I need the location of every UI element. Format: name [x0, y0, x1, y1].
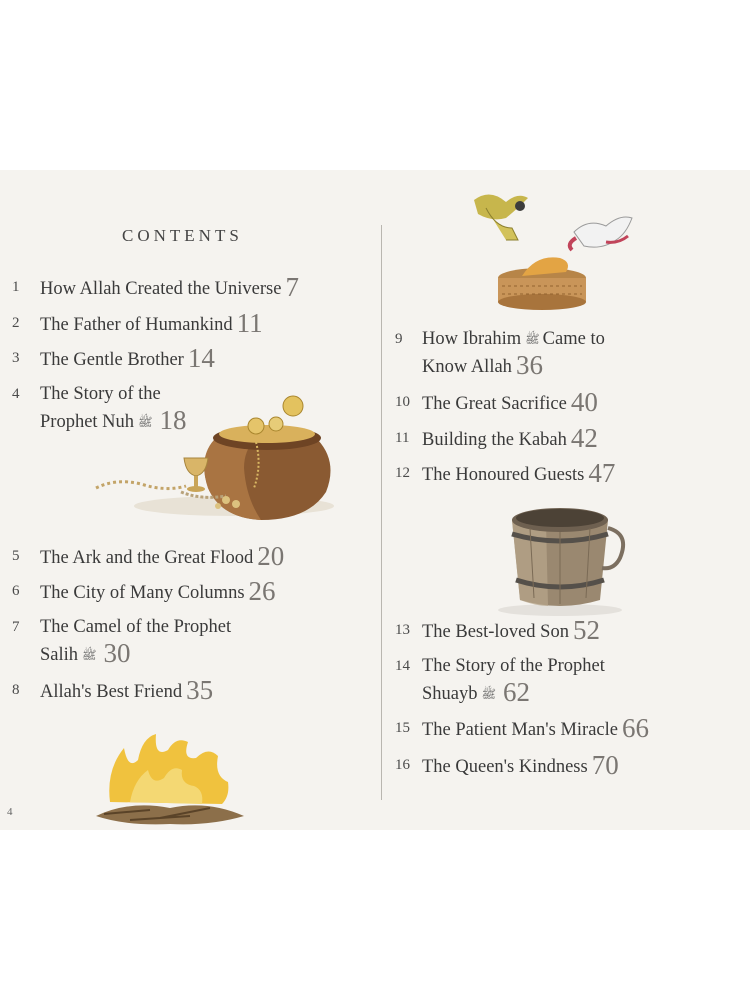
entry-title: Allah's Best Friend	[40, 682, 183, 702]
entry-title-line-1: The Story of the Prophet	[422, 656, 605, 676]
entry-title-line-2: Shuayb	[422, 684, 478, 704]
entry-page-number: 7	[285, 272, 299, 302]
toc-entry-3[interactable]	[12, 345, 215, 373]
entry-number: 11	[395, 430, 410, 446]
entry-title: The Honoured Guests	[422, 465, 585, 485]
entry-page-number: 14	[187, 343, 215, 373]
entry-number: 13	[395, 622, 410, 638]
entry-title: The Patient Man's Miracle	[422, 720, 618, 740]
entry-page-number: 36	[515, 350, 543, 380]
honorific-glyph: ﷺ	[525, 332, 540, 346]
treasure-pot-illustration	[86, 388, 356, 528]
column-divider	[381, 225, 382, 800]
entry-title-line-1: The Story of the	[40, 384, 161, 404]
entry-page-number: 20	[257, 541, 285, 571]
toc-entry-5[interactable]	[12, 543, 284, 571]
toc-entry-11[interactable]	[395, 425, 598, 453]
contents-heading: CONTENTS	[122, 226, 243, 245]
entry-number: 6	[12, 583, 20, 599]
entry-page-number: 70	[591, 750, 619, 780]
toc-entry-2[interactable]	[12, 310, 263, 338]
entry-number: 16	[395, 757, 410, 773]
birds-basket-illustration	[456, 188, 656, 318]
entry-page-number: 18	[159, 405, 187, 435]
entry-title-line-2: Know Allah	[422, 357, 512, 377]
toc-entry-9[interactable]	[395, 326, 605, 380]
page-folio-number: 4	[7, 806, 13, 818]
toc-entry-6[interactable]	[12, 578, 276, 606]
honorific-glyph: ﷺ	[138, 415, 153, 429]
entry-number: 12	[395, 465, 410, 481]
entry-title: The Father of Humankind	[40, 315, 233, 335]
entry-title-line-2: Prophet Nuh	[40, 412, 135, 432]
toc-entry-7[interactable]	[12, 614, 231, 668]
entry-number: 15	[395, 720, 410, 736]
entry-page-number: 66	[621, 713, 649, 743]
toc-entry-8[interactable]	[12, 677, 213, 705]
entry-title: The City of Many Columns	[40, 583, 245, 603]
entry-page-number: 52	[572, 615, 600, 645]
entry-page-number: 40	[570, 387, 598, 417]
entry-number: 10	[395, 394, 410, 410]
toc-entry-16[interactable]	[395, 752, 619, 780]
entry-number: 4	[12, 386, 20, 402]
entry-number: 14	[395, 658, 410, 674]
toc-entry-12[interactable]	[395, 460, 615, 488]
entry-page-number: 62	[503, 677, 530, 707]
entry-title-line-1-continued: Came to	[542, 329, 605, 349]
entry-title-line-1: The Camel of the Prophet	[40, 617, 232, 637]
entry-title: How Allah Created the Universe	[40, 279, 282, 299]
entry-number: 9	[395, 331, 403, 347]
entry-number: 7	[12, 619, 20, 635]
entry-number: 8	[12, 682, 20, 698]
entry-page-number: 26	[248, 576, 276, 606]
entry-page-number: 11	[236, 308, 263, 338]
toc-entry-13[interactable]	[395, 617, 600, 645]
entry-page-number: 42	[570, 423, 598, 453]
entry-title: The Ark and the Great Flood	[40, 548, 254, 568]
fire-illustration	[90, 730, 250, 830]
toc-entry-1[interactable]	[12, 274, 299, 302]
toc-entry-15[interactable]	[395, 715, 649, 743]
entry-title: The Queen's Kindness	[422, 757, 588, 777]
contents-page	[0, 170, 750, 830]
entry-title: The Best-loved Son	[422, 622, 569, 642]
entry-number: 3	[12, 350, 20, 366]
entry-title-line-1: How Ibrahim	[422, 329, 522, 349]
toc-entry-14[interactable]	[395, 653, 605, 707]
entry-title-line-2: Salih	[40, 645, 79, 665]
entry-title: The Gentle Brother	[40, 350, 184, 370]
entry-page-number: 35	[186, 675, 214, 705]
honorific-glyph: ﷺ	[82, 648, 97, 662]
entry-title: Building the Kabah	[422, 430, 567, 450]
bucket-illustration	[490, 498, 640, 618]
entry-title: The Great Sacrifice	[422, 394, 567, 414]
entry-number: 2	[12, 315, 20, 331]
entry-number: 5	[12, 548, 20, 564]
entry-page-number: 47	[588, 458, 616, 488]
toc-entry-10[interactable]	[395, 389, 598, 417]
entry-page-number: 30	[103, 638, 131, 668]
entry-number: 1	[12, 279, 20, 295]
honorific-glyph: ﷺ	[481, 687, 496, 701]
